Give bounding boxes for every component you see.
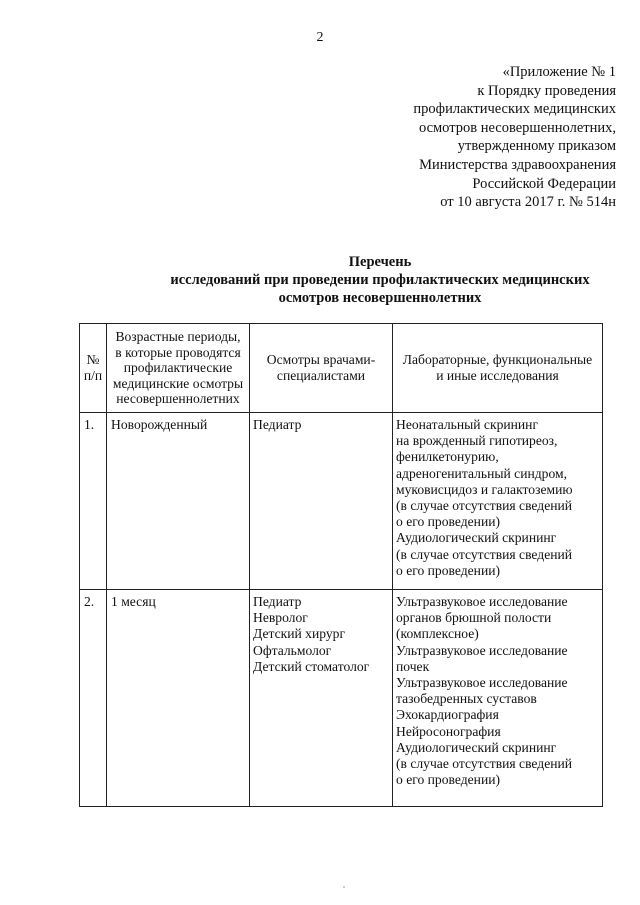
header-line: №	[86, 352, 100, 368]
examination-line: фенилкетонурию,	[396, 449, 499, 465]
table-row	[80, 590, 603, 807]
appendix-line: утвержденному приказом	[457, 138, 616, 155]
examination-line: почек	[396, 658, 430, 674]
header-line: несовершеннолетних	[116, 391, 240, 407]
header-number	[80, 324, 107, 413]
appendix-line: «Приложение № 1	[502, 64, 616, 80]
examination-line: тазобедренных суставов	[396, 691, 537, 707]
row-number: 1.	[80, 413, 107, 590]
examination-line: о его проведении)	[396, 514, 501, 530]
header-line: Осмотры врачами-	[266, 352, 376, 368]
row-specialists	[250, 590, 393, 807]
header-line: в которые проводятся	[115, 344, 241, 360]
header-line: п/п	[83, 368, 103, 383]
appendix-line: Российской Федерации	[472, 175, 616, 192]
examination-line: Ультразвуковое исследование	[396, 675, 568, 691]
title-line: исследований при проведении профилактических медицинских	[170, 272, 590, 288]
specialist-item: Невролог	[253, 610, 308, 626]
title-line: Перечень	[348, 254, 412, 270]
examination-line: муковисцидоз и галактоземию	[396, 481, 573, 497]
examination-line: о его проведении)	[396, 562, 501, 578]
scan-speck	[343, 886, 345, 888]
header-line: специалистами	[276, 368, 366, 383]
row-age-period: Новорожденный	[107, 413, 250, 590]
table-row	[80, 413, 603, 590]
examination-line: о его проведении)	[396, 772, 501, 788]
row-examinations	[393, 590, 603, 807]
examination-line: (в случае отсутствия сведений	[396, 756, 573, 772]
header-line: профилактические	[123, 360, 233, 376]
examinations-table	[79, 323, 603, 807]
appendix-line: к Порядку проведения	[477, 82, 616, 99]
examination-line: Ультразвуковое исследование	[396, 594, 568, 609]
examination-line: (в случае отсутствия сведений	[396, 546, 573, 562]
header-line: медицинские осмотры	[112, 375, 244, 391]
appendix-line: от 10 августа 2017 г. № 514н	[440, 194, 616, 211]
page-number: 2	[316, 30, 324, 45]
row-number: 2.	[80, 590, 107, 807]
examination-line: (в случае отсутствия сведений	[396, 498, 573, 514]
title-line: осмотров несовершеннолетних	[278, 290, 482, 306]
examination-line: Ультразвуковое исследование	[396, 642, 568, 658]
row-specialists	[250, 413, 393, 590]
examination-line: (комплексное)	[396, 626, 479, 642]
specialist-item: Педиатр	[253, 594, 302, 609]
specialist-item: Офтальмолог	[253, 642, 332, 658]
header-examinations	[393, 324, 603, 413]
examination-line: Аудиологический скрининг	[396, 739, 557, 755]
header-specialists	[250, 324, 393, 413]
examination-line: Неонатальный скрининг	[396, 417, 539, 432]
row-age-period: 1 месяц	[107, 590, 250, 807]
header-line: Лабораторные, функциональные	[402, 352, 593, 368]
row-examinations	[393, 413, 603, 590]
examination-line: адреногенитальный синдром,	[396, 465, 567, 481]
appendix-line: профилактических медицинских	[413, 101, 616, 118]
table-header-row	[80, 324, 603, 413]
header-line: Возрастные периоды,	[115, 329, 241, 345]
examination-line: Нейросонография	[396, 723, 501, 739]
header-line: и иные исследования	[436, 368, 559, 383]
examination-line: Эхокардиография	[396, 707, 499, 723]
appendix-header	[256, 63, 616, 212]
appendix-line: Министерства здравоохранения	[419, 156, 616, 173]
header-age-period	[107, 324, 250, 413]
examination-line: органов брюшной полости	[396, 610, 552, 626]
appendix-line: осмотров несовершеннолетних,	[418, 119, 616, 136]
examination-line: на врожденный гипотиреоз,	[396, 433, 558, 449]
specialist-item: Детский хирург	[253, 626, 346, 642]
examination-line: Аудиологический скрининг	[396, 530, 557, 546]
specialist-item: Детский стоматолог	[253, 658, 370, 674]
specialist-item: Педиатр	[253, 417, 302, 432]
document-title	[100, 253, 640, 307]
